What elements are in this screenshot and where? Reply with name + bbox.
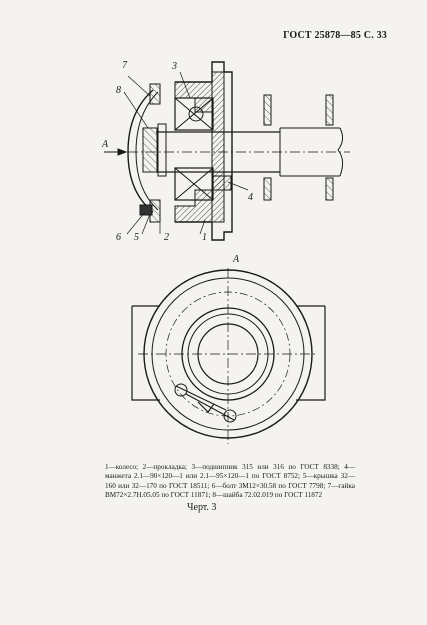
view-a-label: A: [233, 254, 240, 265]
page-header: ГОСТ 25878—85 С. 33: [283, 30, 387, 41]
section-view: [104, 62, 350, 240]
label-3: 3: [172, 61, 177, 72]
label-5: 5: [134, 232, 139, 243]
label-8: 8: [116, 85, 121, 96]
label-2: 2: [164, 232, 169, 243]
caption-text: 1—колесо; 2—прокладка; 3—подшипник 315 или 316 по ГОСТ 8338; 4—манжета 2.1—90×120—1 или 2.1—95×120—1 по ГОСТ 8752; 5—крышка 32—160 или 32—170 по ГОСТ 18511; 6—болт 3М12×30.58 по ГОСТ 7798; 7—гайка ВМ72×2.7Н.05.05 по ГОСТ 11871; 8—шайба 72.02.019 по ГОСТ 11872: [105, 463, 355, 500]
label-7: 7: [122, 60, 127, 71]
view-a: [132, 268, 325, 444]
label-a-arrow: A: [102, 139, 109, 150]
label-4: 4: [248, 192, 253, 203]
label-1: 1: [202, 232, 207, 243]
figure-caption: [105, 463, 355, 501]
figure-number: Черт. 3: [187, 502, 217, 513]
label-6: 6: [116, 232, 121, 243]
